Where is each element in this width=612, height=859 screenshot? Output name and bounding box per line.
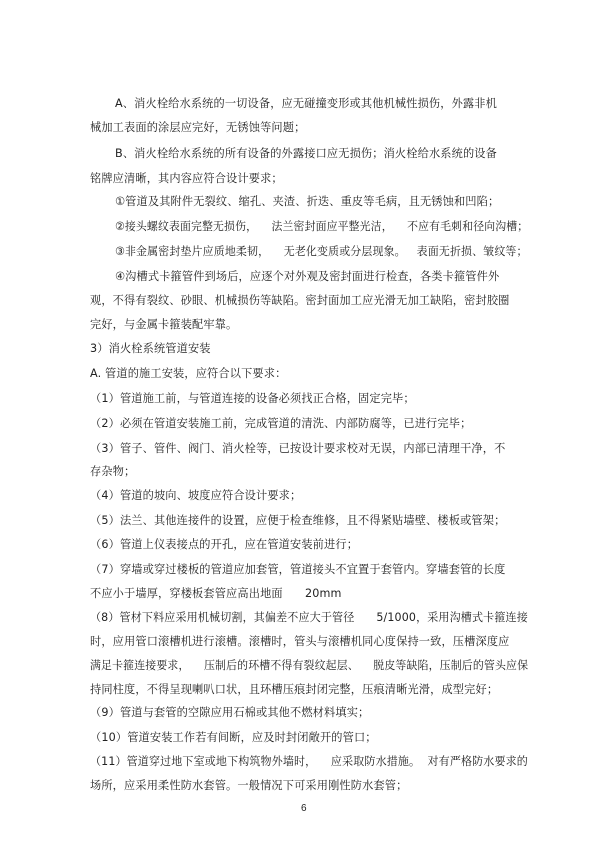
text-line: 时，应用管口滚槽机进行滚槽。滚槽时，管头与滚槽机同心度保持一致，压槽深度应 — [90, 635, 510, 648]
text-line: 场所，应采用柔性防水套管。一般情况下可采用刚性防水套管； — [90, 779, 408, 792]
text-line: （5）法兰、其他连接件的设置，应便于检查维修，且不得紧贴墙壁、楼板或管架； — [90, 514, 506, 527]
text-line: A. 管道的施工安装，应符合以下要求： — [90, 367, 287, 380]
text-line: 观，不得有裂纹、砂眼、机械损伤等缺陷。密封面加工应光滑无加工缺陷，密封胶圈 — [90, 294, 510, 307]
text-line: A、消火栓给水系统的一切设备，应无碰撞变形或其他机械性损伤，外露非机 — [115, 97, 497, 110]
text-line: 存杂物； — [90, 465, 136, 478]
text-line: ③非金属密封垫片应质地柔韧， 无老化变质或分层现象。 表面无折损、皱纹等； — [115, 245, 528, 258]
text-line: （3）管子、管件、阀门、消火栓等，已按设计要求校对无误，内部已清理干净，不 — [90, 442, 506, 455]
text-line: 械加工表面的涂层应完好，无锈蚀等问题； — [90, 121, 306, 134]
text-line: （6）管道上仪表接点的开孔，应在管道安装前进行； — [90, 538, 359, 551]
text-line: （4）管道的坡向、坡度应符合设计要求； — [90, 489, 302, 502]
text-line: （1）管道施工前，与管道连接的设备必须找正合格，固定完毕； — [90, 392, 415, 405]
text-line: ②接头螺纹表面完整无损伤， 法兰密封面应平整光洁， 不应有毛刺和径向沟槽； — [115, 220, 529, 233]
text-line: ④沟槽式卡箍管件到场后，应逐个对外观及密封面进行检查，各类卡箍管件外 — [115, 270, 500, 283]
text-line: 持同柱度，不得呈现喇叭口状，且环槽压痕封闭完整，压痕清晰光滑，成型完好； — [90, 683, 499, 696]
text-line: 铭牌应清晰，其内容应符合设计要求； — [90, 172, 283, 185]
text-line: （8）管材下料应采用机械切割，其偏差不应大于管径 5/1000，采用沟槽式卡箍连接 — [90, 611, 528, 624]
text-line: （10）管道安装工作若有间断，应及时封闭敞开的管口； — [90, 731, 377, 744]
text-line: 满足卡箍连接要求， 压制后的环槽不得有裂纹起层、 脱皮等缺陷，压制后的管头应保 — [90, 659, 529, 672]
text-line: B、消火栓给水系统的所有设备的外露接口应无损伤；消火栓给水系统的设备 — [115, 147, 497, 160]
text-line: （9）管道与套管的空隙应用石棉或其他不燃材料填实； — [90, 706, 370, 719]
section-heading: 3）消火栓系统管道安装 — [90, 342, 211, 355]
text-line: （11）管道穿过地下室或地下构筑物外墙时， 应采取防水措施。 对有严格防水要求的 — [90, 755, 528, 768]
text-line: 完好，与金属卡箍装配牢靠。 — [90, 318, 238, 331]
page-number: 6 — [301, 803, 307, 814]
text-line: ①管道及其附件无裂纹、缩孔、夹渣、折迭、重皮等毛病，且无锈蚀和凹陷； — [115, 195, 500, 208]
text-line: （7）穿墙或穿过楼板的管道应加套管，管道接头不宜置于套管内。穿墙套管的长度 — [90, 563, 506, 576]
text-line: 不应小于墙厚，穿楼板套管应高出地面 20mm — [90, 587, 342, 600]
text-line: （2）必须在管道安装施工前，完成管道的清洗、内部防腐等，已进行完毕； — [90, 417, 472, 430]
